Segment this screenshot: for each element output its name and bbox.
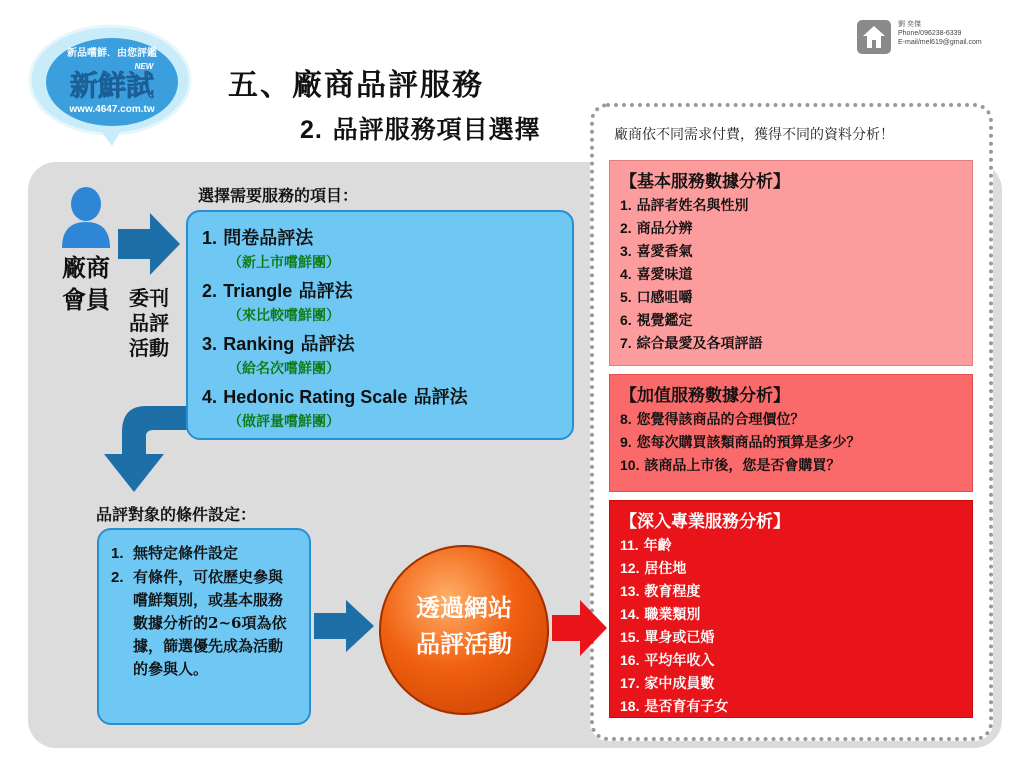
method-name: 品評法	[298, 281, 353, 302]
method-num: 2.	[202, 281, 218, 301]
condition-text: 有條件，可依歷史參與嚐鮮類別，或基本服務數據分析的2~6項為依據，篩選優先成為活動的參與人。	[133, 568, 287, 678]
analysis-num: 12.	[620, 560, 640, 576]
pricing-note: 廠商依不同需求付費，獲得不同的資料分析！	[614, 127, 894, 143]
value-added-analysis-heading: 【加值服務數據分析】	[620, 386, 790, 406]
analysis-item	[620, 649, 962, 672]
analysis-text: 該商品上市後，您是否會購買？	[644, 458, 841, 474]
professional-analysis-box	[609, 500, 973, 718]
analysis-text: 單身或已婚	[644, 630, 715, 646]
analysis-item	[620, 557, 962, 580]
analysis-text: 家中成員數	[644, 676, 715, 692]
analysis-text: 喜愛味道	[636, 267, 693, 283]
method-num: 3.	[202, 334, 218, 354]
arrow-right-analysis	[552, 600, 608, 656]
analysis-item	[620, 194, 962, 217]
analysis-item	[620, 263, 962, 286]
logo-url: www.4647.com.tw	[69, 104, 155, 115]
contact-name: 劉 奕傑	[898, 21, 921, 28]
analysis-num: 10.	[620, 457, 640, 473]
analysis-text: 綜合最愛及各項評語	[636, 336, 763, 352]
analysis-text: 職業類別	[644, 607, 701, 623]
method-latin: Ranking	[223, 334, 295, 354]
condition-num: 2.	[111, 569, 124, 586]
method-sub: （來比較嚐鮮團）	[228, 308, 340, 324]
basic-analysis-heading: 【基本服務數據分析】	[620, 172, 790, 192]
house-icon	[857, 20, 891, 54]
analysis-num: 1.	[620, 197, 632, 213]
method-sub: （做評量嚐鮮團）	[228, 414, 340, 430]
basic-analysis-box	[609, 160, 973, 366]
analysis-text: 年齡	[643, 538, 672, 554]
analysis-num: 18.	[620, 698, 640, 714]
condition-text: 無特定條件設定	[133, 544, 239, 562]
analysis-num: 17.	[620, 675, 640, 691]
circle-line-1: 透過網站	[416, 593, 512, 622]
analysis-num: 14.	[620, 606, 640, 622]
condition-item	[111, 566, 293, 681]
analysis-item	[620, 309, 962, 332]
arrow-curve-down	[100, 396, 190, 496]
circle-line-2: 品評活動	[416, 629, 512, 658]
analysis-num: 6.	[620, 312, 632, 328]
analysis-item	[620, 603, 962, 626]
method-name: 品評法	[413, 387, 468, 408]
arrow-right-conditions	[314, 600, 376, 652]
analysis-text: 視覺鑑定	[636, 313, 693, 329]
analysis-num: 8.	[620, 411, 632, 427]
method-latin: Triangle	[223, 281, 293, 301]
analysis-item	[620, 332, 962, 355]
brand-logo	[28, 22, 198, 147]
logo-badge	[28, 22, 198, 147]
analysis-text: 您覺得該商品的合理價位？	[636, 412, 805, 428]
analysis-text: 居住地	[644, 561, 687, 577]
analysis-text: 平均年收入	[644, 653, 715, 669]
analysis-text: 您每次購買該類商品的預算是多少？	[636, 435, 861, 451]
house-icon-glyph	[857, 20, 891, 54]
method-name: 品評法	[300, 334, 355, 355]
analysis-num: 16.	[620, 652, 640, 668]
logo-new: NEW	[134, 62, 154, 71]
method-item	[202, 224, 313, 250]
analysis-num: 11.	[620, 537, 639, 553]
methods-box	[186, 210, 574, 440]
analysis-text: 品評者姓名與性別	[636, 198, 749, 214]
method-sub: （新上市嚐鮮團）	[228, 255, 340, 271]
analysis-num: 3.	[620, 243, 632, 259]
member-label: 廠商會員	[62, 253, 110, 314]
professional-analysis-heading: 【深入專業服務分析】	[620, 512, 790, 532]
conditions-box	[97, 528, 311, 725]
page-subtitle	[300, 110, 541, 146]
arrow-right-member	[118, 213, 182, 275]
analysis-text: 商品分辨	[636, 221, 693, 237]
analysis-num: 5.	[620, 289, 632, 305]
analysis-item	[620, 431, 962, 454]
analysis-text: 教育程度	[644, 584, 701, 600]
method-sub: （給名次嚐鮮團）	[228, 361, 340, 377]
analysis-item	[620, 286, 962, 309]
method-num: 1.	[202, 228, 218, 248]
commission-label: 委刊品評活動	[129, 286, 169, 360]
method-name: 問卷品評法	[223, 228, 314, 249]
condition-item	[111, 542, 293, 565]
analysis-item	[620, 534, 962, 557]
analysis-item	[620, 408, 962, 431]
subtitle-number: 2.	[300, 116, 323, 144]
value-added-analysis-box	[609, 374, 973, 492]
logo-tagline: 新品嚐鮮．由您評鑑	[67, 48, 157, 59]
analysis-text: 是否育有子女	[644, 699, 729, 715]
method-latin: Hedonic Rating Scale	[223, 387, 408, 407]
methods-heading: 選擇需要服務的項目：	[198, 186, 359, 205]
contact-info	[898, 20, 982, 47]
analysis-item	[620, 454, 962, 477]
analysis-item	[620, 580, 962, 603]
website-activity-label	[379, 590, 549, 662]
contact-email: E-mail/mel619@gmail.com	[898, 39, 982, 46]
analysis-text: 喜愛香氣	[636, 244, 693, 260]
method-item	[202, 330, 355, 356]
contact-phone: Phone/096238-6339	[898, 30, 962, 37]
logo-brand: 新鮮試	[69, 69, 155, 102]
method-num: 4.	[202, 387, 218, 407]
analysis-item	[620, 217, 962, 240]
analysis-item	[620, 240, 962, 263]
analysis-item	[620, 695, 962, 718]
analysis-item	[620, 626, 962, 649]
analysis-num: 9.	[620, 434, 632, 450]
condition-num: 1.	[111, 545, 124, 562]
analysis-num: 7.	[620, 335, 632, 351]
analysis-item	[620, 672, 962, 695]
subtitle-text: 品評服務項目選擇	[332, 115, 541, 144]
method-item	[202, 277, 353, 303]
person-icon	[58, 186, 114, 252]
analysis-text: 口感咀嚼	[636, 290, 693, 306]
analysis-num: 4.	[620, 266, 632, 282]
method-item	[202, 383, 468, 409]
analysis-num: 2.	[620, 220, 632, 236]
page-title: 五、廠商品評服務	[228, 68, 484, 103]
analysis-num: 15.	[620, 629, 640, 645]
conditions-heading: 品評對象的條件設定：	[96, 505, 257, 524]
analysis-num: 13.	[620, 583, 640, 599]
